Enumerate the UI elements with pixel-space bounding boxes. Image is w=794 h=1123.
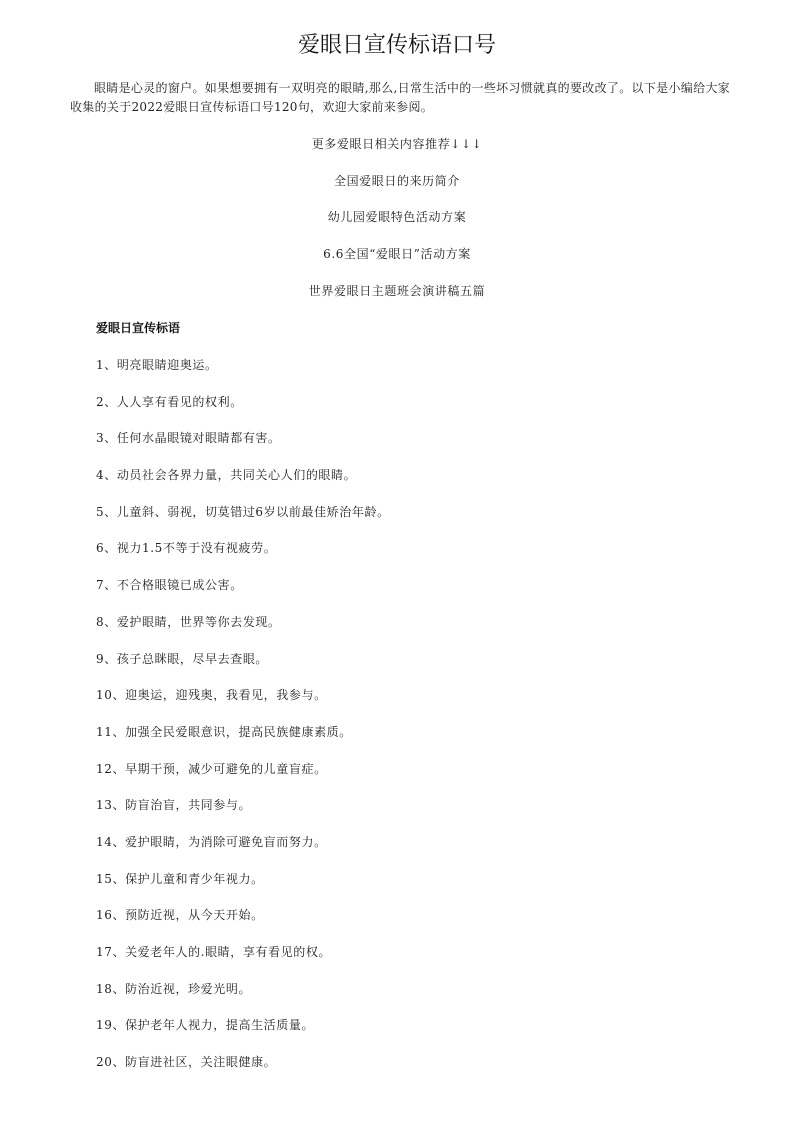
section-heading: 爱眼日宣传标语 bbox=[96, 321, 181, 335]
slogan-item: 4、动员社会各界力量，共同关心人们的眼睛。 bbox=[96, 468, 357, 483]
intro-paragraph: 眼睛是心灵的窗户。如果想要拥有一双明亮的眼睛,那么,日常生活中的一些坏习惯就真的要改改了。以下是小编给大家收集的关于2022爱眼日宣传标语口号120句，欢迎大家前来参阅。 bbox=[70, 81, 730, 114]
recommend-link[interactable]: 6.6全国“爱眼日”活动方案 bbox=[323, 247, 471, 261]
recommend-link[interactable]: 全国爱眼日的来历简介 bbox=[333, 174, 460, 188]
slogan-item: 16、预防近视，从今天开始。 bbox=[96, 908, 264, 923]
recommend-link[interactable]: 幼儿园爱眼特色活动方案 bbox=[327, 210, 467, 224]
page-title: 爱眼日宣传标语口号 bbox=[297, 33, 496, 58]
slogan-item: 18、防治近视，珍爱光明。 bbox=[96, 981, 252, 996]
slogan-item: 14、爱护眼睛，为消除可避免盲而努力。 bbox=[96, 834, 327, 849]
slogan-item: 15、保护儿童和青少年视力。 bbox=[96, 871, 264, 886]
recommend-link[interactable]: 世界爱眼日主题班会演讲稿五篇 bbox=[308, 284, 486, 298]
slogan-item: 20、防盲进社区，关注眼健康。 bbox=[96, 1055, 277, 1070]
slogan-item: 10、迎奥运，迎残奥，我看见，我参与。 bbox=[96, 688, 327, 703]
slogan-item: 7、不合格眼镜已成公害。 bbox=[96, 578, 243, 593]
slogan-item: 6、视力1.5不等于没有视疲劳。 bbox=[96, 541, 277, 556]
slogan-item: 12、早期干预，减少可避免的儿童盲症。 bbox=[96, 761, 327, 776]
slogan-item: 13、防盲治盲，共同参与。 bbox=[96, 798, 252, 813]
slogan-item: 1、明亮眼睛迎奥运。 bbox=[96, 358, 218, 372]
slogan-item: 2、人人享有看见的权利。 bbox=[96, 394, 243, 409]
slogan-item: 9、孩子总眯眼，尽早去查眼。 bbox=[96, 651, 269, 666]
slogan-item: 5、儿童斜、弱视，切莫错过6岁以前最佳矫治年龄。 bbox=[96, 504, 390, 519]
slogan-item: 17、关爱老年人的.眼睛，享有看见的权。 bbox=[96, 945, 332, 959]
slogan-list bbox=[96, 357, 390, 1091]
slogan-item: 11、加强全民爱眼意识，提高民族健康素质。 bbox=[96, 724, 352, 739]
slogan-item: 3、任何水晶眼镜对眼睛都有害。 bbox=[96, 431, 281, 446]
slogan-item: 8、爱护眼睛，世界等你去发现。 bbox=[96, 614, 281, 629]
slogan-item: 19、保护老年人视力，提高生活质量。 bbox=[96, 1018, 315, 1033]
recommend-header: 更多爱眼日相关内容推荐↓↓↓ bbox=[311, 137, 483, 151]
